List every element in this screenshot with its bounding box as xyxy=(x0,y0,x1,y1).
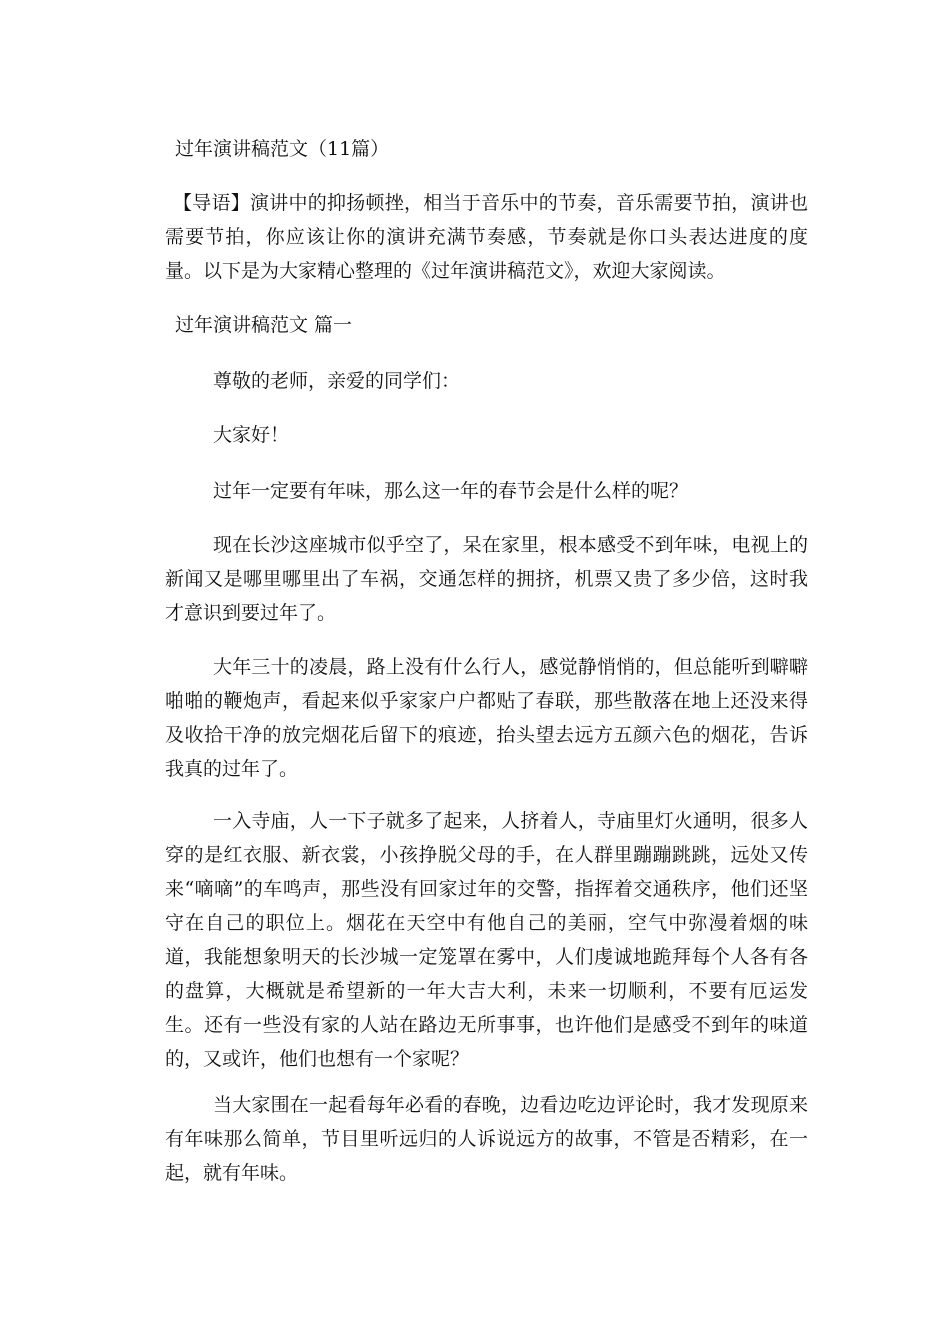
body-paragraph-3: 大年三十的凌晨，路上没有什么行人，感觉静悄悄的，但总能听到噼噼啪啪的鞭炮声，看起来似乎家家户户都贴了春联，那些散落在地上还没来得及收拾干净的放完烟花后留下的痕迹，抬头望去远方五颜六色的烟花，告诉我真的过年了。 xyxy=(165,656,808,780)
body-paragraph-5: 当大家围在一起看每年必看的春晚，边看边吃边评论时，我才发现原来有年味那么简单，节目里听远归的人诉说远方的故事，不管是否精彩，在一起，就有年味。 xyxy=(165,1094,808,1184)
body-paragraph-4: 一入寺庙，人一下子就多了起来，人挤着人，寺庙里灯火通明，很多人穿的是红衣服、新衣裳，小孩挣脱父母的手，在人群里蹦蹦跳跳，远处又传来“嘀嘀”的车鸣声，那些没有回家过年的交警，指挥着交通秩序，他们还坚守在自己的职位上。烟花在天空中有他自己的美丽，空气中弥漫着烟的味道，我能想象明天的长沙城一定笼罩在雾中，人们虔诚地跪拜每个人各有各的盘算，大概就是希望新的一年大吉大利，未来一切顺利，不要有厄运发生。还有一些没有家的人站在路边无所事事，也许他们是感受不到年的味道的，又或许，他们也想有一个家呢？ xyxy=(165,810,808,1070)
document-title: 过年演讲稿范文（11篇） xyxy=(175,138,390,160)
greeting: 大家好！ xyxy=(213,424,290,446)
salutation: 尊敬的老师，亲爱的同学们： xyxy=(213,370,461,392)
intro-paragraph: 【导语】演讲中的抑扬顿挫，相当于音乐中的节奏，音乐需要节拍，演讲也需要节拍，你应该让你的演讲充满节奏感，节奏就是你口头表达进度的度量。以下是为大家精心整理的《过年演讲稿范文》，欢迎大家阅读。 xyxy=(165,192,808,282)
body-paragraph-1: 过年一定要有年味，那么这一年的春节会是什么样的呢？ xyxy=(213,480,689,502)
section-heading: 过年演讲稿范文 篇一 xyxy=(175,314,353,336)
body-paragraph-2: 现在长沙这座城市似乎空了，呆在家里，根本感受不到年味，电视上的新闻又是哪里哪里出了车祸，交通怎样的拥挤，机票又贵了多少倍，这时我才意识到要过年了。 xyxy=(165,534,808,624)
